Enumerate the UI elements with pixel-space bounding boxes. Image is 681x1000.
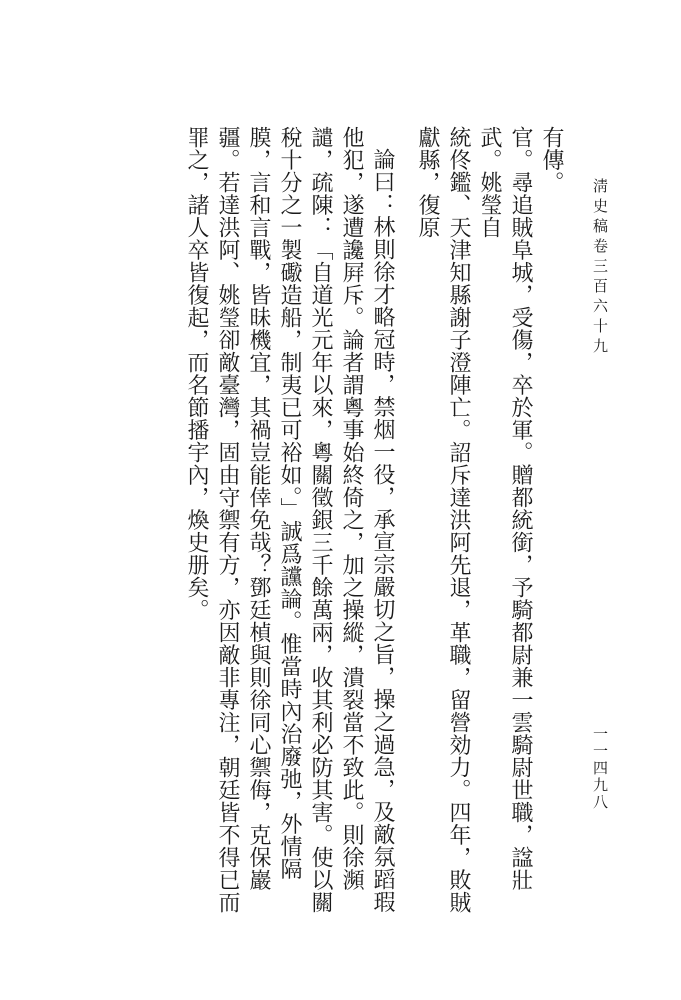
paragraph-gap [398,126,412,916]
running-head: 淸史稿卷三百六十九 [591,178,609,358]
paragraph-biography-middle: 官。尋追賊阜城，受傷，卒於軍。贈都統銜，予騎都尉兼一雲騎尉世職，諡壯武。姚瑩自 [477,126,533,891]
paragraph-biography-end: 有傳。 [539,126,564,194]
page-number: 一一四九八 [591,726,609,811]
paragraph-biography-start: 統佟鑑、天津知縣謝子澄陣亡。詔斥達洪阿先退，革職，留營効力。四年，敗賊獻縣，復原 [415,126,471,914]
main-text-block [184,126,567,916]
historian-commentary: 論曰：林則徐才略冠時，禁烟一役，承宣宗嚴切之旨，操之過急，及敵氛蹈瑕他犯，遂遭讒屛斥。論者謂粵事始終倚之，加之操縱，潰裂當不致此。則徐瀕譴，疏陳：「自道光元年以來，粵關徵銀三千餘萬兩，收其利必防其害。使以關稅十分之一製礮造船，制夷已可裕如。」誠爲讜論。惟當時內治廢弛，外情隔膜，言和言戰，皆昧機宜，其禍豈能倖免哉？鄧廷楨與則徐同心禦侮，克保巖疆。若達洪阿、姚瑩卻敵臺灣，固由守禦有方，亦因敵非專注，朝廷皆不得已而罪之，諸人卒皆復起，而名節播宇內，煥史册矣。 [184,126,395,914]
